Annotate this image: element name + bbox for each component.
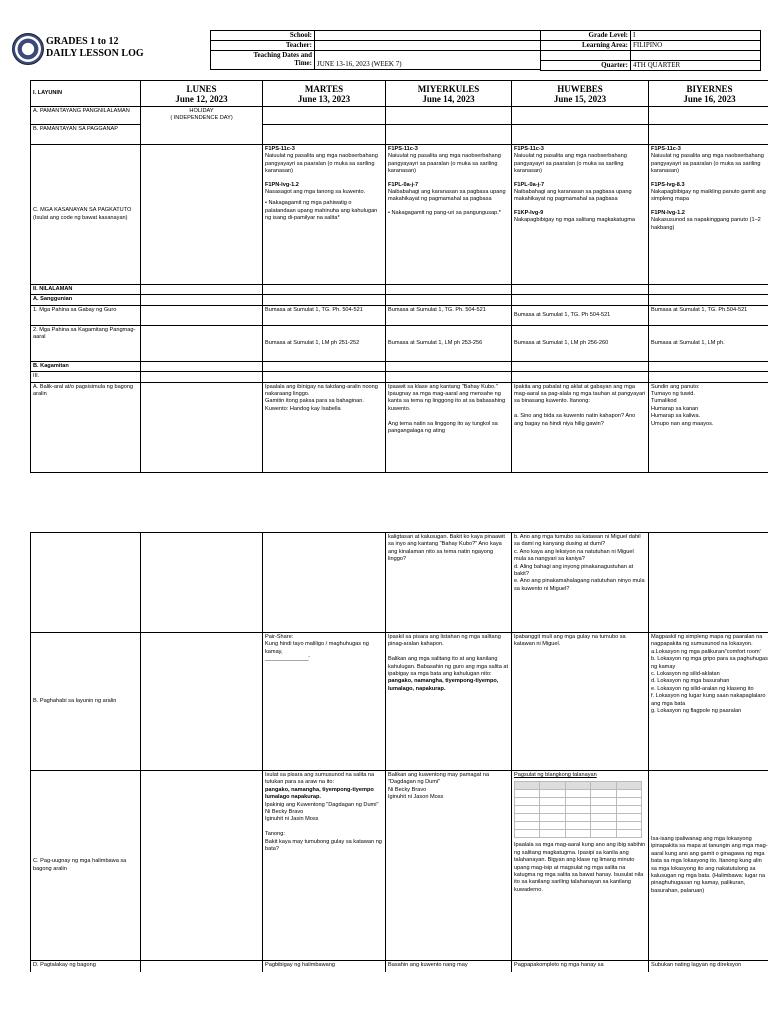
competency-code: F1PS-11c-3 — [514, 146, 544, 152]
day-name: MIYERKULES — [417, 83, 480, 94]
sanggunian-label: A. Sanggunian — [31, 295, 141, 305]
competency-text: Naiuulat ng pasalita ang mga naobserbahang pangyayayri sa paaralan (o muka sa sariling karanasan) — [388, 153, 501, 175]
balik-aral-miyerkules-cont: kaligtasan at kalusugan. Bakit ko kaya pinaawit sa inyo ang kantang "Bahay Kubo?" Ano kaya ang kinalaman nito sa tema natin ngayong linggo? — [386, 533, 512, 633]
day-name: LUNES — [186, 83, 217, 94]
pag-uugnay-huwebes-text: Ipaalala sa mga mag-aaral kung ano ang ibig sabihin ng salitang magkatugma. Ipasipi sa kanila ang talahanayan. Bigyan ang klase ng limang minuto upang mag-isip at magsulat ng mga salita na katugma ng mga salita sa bawat hanay. Isusulat nila ito sa kanilang sariling talahanayan sa kanilang kuwaderno. — [514, 842, 646, 893]
day-header-biyernes — [649, 81, 768, 107]
paghahabi-biyernes: Magpaskil ng simpleng mapa ng paaralan na nagpapakita ng sumusunod na lokasyon. a.Lokasyon ng mga palikuran/'comfort room' b. Lokasyon ng mga gripo para sa paghuhugas ng kamay c. Lokasyon ng silid-aklatan d. Lokasyon ng mga basurahan e. Lokasyon ng silid-aralan ng klaseng ito f. Lokasyon ng lugar kung saan nakapaglalaro ang mga bata g. Lokasyon ng flagpole ng paaralan — [649, 633, 768, 771]
dates-label-line2: Time: — [294, 59, 312, 67]
pamantayang-pangnilalaman-label: A. PAMANTAYANG PANGNILALAMAN — [31, 107, 141, 125]
empty-cell — [141, 533, 263, 633]
day-date: June 14, 2023 — [422, 93, 475, 104]
page-1-table-wrap — [30, 80, 768, 482]
blank-table-title: Pagsulat ng blangkong talanayan — [514, 772, 597, 778]
empty-cell — [141, 382, 263, 472]
gabay-martes: Bumasa at Sumulat 1, TG. Ph. 504-521 — [263, 305, 386, 325]
balik-aral-huwebes-cont: b. Ano ang mga tumubo sa katawan ni Miguel dahil sa dami ng kanyang dusing at dumi? c. Ano kaya ang leksiyon na natutuhan ni Miguel mula sa nangyari sa kaniya? d. Aling bahagi ang inyong pinakanagustuhan at bakit? e. Ano ang pinakamahalagang natutuhan ninyo mula sa kuwento ni Miguel? — [512, 533, 649, 633]
empty-cell — [649, 372, 768, 382]
header-info-left — [210, 30, 541, 70]
mga-kasanayan-label: C. MGA KASANAYAN SA PAGKATUTO (Isulat ang code ng bawat kasanayan) — [31, 145, 141, 285]
empty-cell — [263, 107, 386, 125]
paghahabi-miyerkules-text: Ipaskil sa pisara ang listahan ng mga salitang pinag-aralan kahapon. Balikan ang mga salitang ito at ang kanilang kahulugan. Babasahin ng guro ang mga salita at ipabigay sa mga bata ang kahulugan nito: — [388, 634, 509, 678]
balik-aral-miyerkules: Ipaawit sa klase ang kantang "Bahay Kubo." Ipaugnay sa mga mag-aaral ang mensahe ng kanta sa tema ng linggong ito at sa babasahing kuwento. Ang tema natin sa linggong ito ay tungkol sa pangangalaga ng ating — [386, 382, 512, 472]
competency-text: Nakapagbibigay ng maikling panuto gamit ang simpleng mapa — [651, 189, 766, 203]
competency-text: • Nakagagamit ng mga pahiwatig o palatandaan upang mahinuha ang kahulugan ng isang di-pamilyar na salita* — [265, 200, 378, 222]
day-date: June 12, 2023 — [175, 93, 228, 104]
empty-cell — [141, 305, 263, 325]
school-label: School: — [211, 31, 315, 41]
teacher-label: Teacher: — [211, 41, 315, 51]
pag-uugnay-huwebes — [512, 771, 649, 961]
holiday-name: ( INDEPENDENCE DAY) — [170, 115, 233, 122]
empty-cell — [141, 295, 263, 305]
kasanayan-martes — [263, 145, 386, 285]
vocabulary-words: pangako, namangha, tiyempong-tiyempo lumalago napakurap. — [265, 786, 374, 801]
competency-code: F1PS-11c-3 — [265, 146, 295, 152]
kasanayan-huwebes — [512, 145, 649, 285]
kasanayan-biyernes — [649, 145, 768, 285]
pag-uugnay-biyernes: Isa-isang ipaliwanag ang mga lokasyong ipinapakita sa mapa at tanungin ang mga mag-aaral kung ano ang gamit o ginagawa ng mga bata sa mga lokasyong ito. Itanong kung alin sa mga lokasyong ito ang nakatutulong sa kalusugan ng mga bata. (Halimbawa: lugar na pinaghuhugasan ng kamay, palikuran, basurahan, palaruan) — [649, 771, 768, 961]
paghahabi-huwebes: Ipabanggit muli ang mga gulay na tumubo sa katawan ni Miguel. — [512, 633, 649, 771]
kagamitan-biyernes: Bumasa at Sumulat 1, LM ph. — [649, 325, 768, 361]
paghahabi-miyerkules — [386, 633, 512, 771]
school-field[interactable] — [315, 31, 541, 41]
empty-cell — [386, 372, 512, 382]
balik-aral-label: A. Balik-aral at/o pagsisimula ng bagong aralin — [31, 382, 141, 472]
empty-cell — [386, 361, 512, 371]
empty-cell — [263, 372, 386, 382]
kagamitan-miyerkules: Bumasa at Sumulat 1, LM ph 253-256 — [386, 325, 512, 361]
page-2-table-wrap — [30, 532, 768, 972]
vocabulary-words: pangako, namangha, tiyempong-tiyempo, lumalago, napakurap. — [388, 678, 499, 692]
kagamitan-martes: Bumasa at Sumulat 1, LM ph 251-252 — [263, 325, 386, 361]
competency-text: • Nakagagamit ng pang-uri sa pangungusap.* — [388, 209, 501, 216]
day-header-miyerkules — [386, 81, 512, 107]
gabay-biyernes: Bumasa at Sumulat 1, TG. Ph.504-521 — [649, 305, 768, 325]
dates-label-line1: Teaching Dates and — [253, 51, 312, 59]
empty-cell — [263, 533, 386, 633]
spacer-cell — [541, 51, 631, 61]
kagamitan-label: B. Kagamitan — [31, 361, 141, 371]
balik-aral-huwebes: Ipakita ang pabalat ng aklat at gabayan ang mga mag-aaral sa pag-alala ng mga tauhan at pangyayari sa binasang kuwento. Itanong: a. Sino ang bida sa kuwento natin kahapon? Ano ang bagay na hindi niya hilig gawin? — [512, 382, 649, 472]
empty-cell — [512, 295, 649, 305]
day-name: BIYERNES — [686, 83, 733, 94]
paghahabi-martes — [263, 633, 386, 771]
empty-cell — [512, 107, 649, 125]
gabay-huwebes: Bumasa at Sumulat 1, TG. Ph 504-521 — [512, 305, 649, 325]
day-date: June 16, 2023 — [683, 93, 736, 104]
competency-code: F1KP-Ivg-9 — [514, 209, 544, 216]
spacer-cell — [631, 51, 761, 61]
nilalaman-label: II. NILALAMAN — [31, 285, 141, 295]
pagtalakay-huwebes: Pagpapakompleto ng mga hanay sa — [512, 961, 649, 973]
competency-text: Naibabahagi ang karanasan sa pagbasa upang makahikayat ng pagmamahal sa pagbasa — [514, 189, 632, 203]
competency-text: Nasasagot ang mga tanong sa kuwento. — [265, 189, 366, 196]
empty-cell — [141, 325, 263, 361]
holiday-label: HOLIDAY — [189, 108, 214, 114]
iii-label: III. — [31, 372, 141, 382]
day-header-huwebes — [512, 81, 649, 107]
layunin-label: I. LAYUNIN — [31, 81, 141, 107]
competency-code: F1PS-11c-3 — [388, 146, 418, 152]
kagamitang-pangmag-aaral-label: 2. Mga Pahina sa Kagamitang Pangmag-aaral — [31, 325, 141, 361]
pagtalakay-biyernes: Subukan nating lagyan ng direksyon — [649, 961, 768, 973]
empty-cell — [649, 533, 768, 633]
dates-field[interactable] — [315, 51, 541, 70]
empty-cell — [512, 125, 649, 145]
empty-cell — [649, 361, 768, 371]
empty-cell — [141, 961, 263, 973]
blank-rhyme-table — [514, 781, 642, 838]
pag-uugnay-miyerkules: Balikan ang kuwentong may pamagat na "Dagdagan ng Dumi" Ni Becky Bravo Iginuhit ni Jason Moss — [386, 771, 512, 961]
empty-cell — [649, 295, 768, 305]
competency-text: Nakasusunod sa napakinggang panuto (1–2 hakbang) — [651, 217, 761, 231]
pag-uugnay-martes-rest: Ipakinig ang Kuwentong "Dagdagan ng Dumi" Ni Becky Bravo Iginuhit ni Jasin Moss Tanong: Bakit kaya may tumubong gulay sa katawan ng bata? — [265, 801, 382, 853]
day-date: June 13, 2023 — [297, 93, 351, 104]
empty-cell — [649, 285, 768, 295]
empty-cell — [263, 295, 386, 305]
deped-seal-icon — [12, 33, 44, 65]
empty-cell — [263, 285, 386, 295]
pag-uugnay-label: C. Pag-uugnay ng mga halimbawa sa bagong aralin — [31, 771, 141, 961]
empty-cell — [141, 372, 263, 382]
competency-text: Naiuulat ng pasalita ang mga naobserbahang pangyayayri sa paaralan (o muka sa sariling karanasan) — [514, 153, 627, 175]
empty-cell — [141, 285, 263, 295]
competency-code: F1PN-Ivg-1.2 — [265, 181, 299, 188]
day-date: June 15, 2023 — [553, 93, 607, 104]
kagamitan-huwebes: Bumasa at Sumulat 1, LM ph 256-260 — [512, 325, 649, 361]
empty-cell — [512, 361, 649, 371]
form-title — [46, 36, 144, 60]
form-title-line2: DAILY LESSON LOG — [46, 48, 144, 59]
grade-level-label: Grade Level: — [541, 31, 631, 41]
competency-code: F1PL-0a-j-7 — [514, 181, 545, 188]
answer-blank: ______________' — [265, 656, 310, 663]
competency-code: F1PS-Ivg-8.3 — [651, 181, 685, 188]
form-title-line1: GRADES 1 to 12 — [46, 36, 119, 47]
pagtalakay-miyerkules: Basahin ang kuwento nang may — [386, 961, 512, 973]
empty-cell — [141, 633, 263, 771]
empty-cell — [386, 125, 512, 145]
competency-code: F1PS-11c-3 — [651, 146, 681, 152]
balik-aral-biyernes: Sundin ang panuto: Tumayo ng tuwid. Tumalikod Humarap sa kanan Humarap sa kaliwa. Umupo nan ang maayos. — [649, 382, 768, 472]
dates-value: JUNE 13-16, 2023 (WEEK 7) — [317, 60, 402, 68]
day-name: HUWEBES — [557, 83, 603, 94]
empty-cell — [649, 125, 768, 145]
pag-uugnay-martes-intro: Isulat sa pisara ang sumusunod na salita na tutukan para sa araw na ito: — [265, 772, 375, 786]
day-name: MARTES — [304, 83, 344, 94]
empty-cell — [386, 295, 512, 305]
empty-cell — [263, 125, 386, 145]
empty-cell — [386, 285, 512, 295]
gabay-guro-label: 1. Mga Pahina sa Gabay ng Guro — [31, 305, 141, 325]
quarter-label: Quarter: — [541, 61, 631, 71]
pamantayan-sa-pagganap-label: B. PAMANTAYAN SA PAGGANAP — [31, 125, 141, 145]
day-header-martes — [263, 81, 386, 107]
competency-code: F1PL-0a-j-7 — [388, 181, 419, 188]
lesson-log-table-continued — [30, 532, 768, 972]
learning-area-label: Learning Area: — [541, 41, 631, 51]
pagtalakay-martes: Pagbibigay ng halimbawang — [263, 961, 386, 973]
paghahabi-martes-text: Pair-Share: Kung hindi tayo maliligo / maghuhugas ng kamay, — [265, 634, 369, 655]
empty-cell — [141, 771, 263, 961]
competency-text: Naibabahagi ang karanasan sa pagbasa upang makahikayat ng pagmamahal sa pagbasa — [388, 189, 506, 203]
competency-text: Naiuulat ng pasalita ang mga naobserbahang pangyayayri sa paaralan (o muka sa sariling karanasan) — [265, 153, 378, 175]
empty-cell — [31, 533, 141, 633]
competency-text: Naiuulat ng pasalita ang mga naobserbahang pangyayayri sa paaralan (o muka sa sariling karanasan) — [651, 153, 764, 175]
empty-cell — [141, 361, 263, 371]
kasanayan-miyerkules — [386, 145, 512, 285]
empty-cell — [141, 145, 263, 285]
pagtalakay-label: D. Pagtalakay ng bagong — [31, 961, 141, 973]
header-info-right — [540, 30, 761, 71]
learning-area-field[interactable]: FILIPINO — [631, 41, 761, 51]
gabay-miyerkules: Bumasa at Sumulat 1, TG. Ph. 504-521 — [386, 305, 512, 325]
empty-cell — [512, 285, 649, 295]
pag-uugnay-martes — [263, 771, 386, 961]
empty-cell — [512, 372, 649, 382]
empty-cell — [263, 361, 386, 371]
balik-aral-martes: Ipaalala ang ibinigay na takdang-aralin noong nakaraang linggo. Gamitin itong paksa para sa bahaginan. Kuwento: Handog kay Isabella — [263, 382, 386, 472]
empty-cell — [649, 107, 768, 125]
holiday-cell — [141, 107, 263, 145]
lesson-log-table — [30, 80, 768, 473]
competency-code: F1PN-Ivg-1.2 — [651, 209, 685, 216]
quarter-field[interactable]: 4TH QUARTER — [631, 61, 761, 71]
dates-label — [211, 51, 315, 70]
teacher-field[interactable] — [315, 41, 541, 51]
empty-cell — [386, 107, 512, 125]
competency-text: Nakapagbibigay ng mga salitang magkakatugma — [514, 217, 635, 224]
grade-level-field[interactable]: I — [631, 31, 761, 41]
day-header-lunes — [141, 81, 263, 107]
paghahabi-label: B. Paghahabi sa layunin ng aralin — [31, 633, 141, 771]
